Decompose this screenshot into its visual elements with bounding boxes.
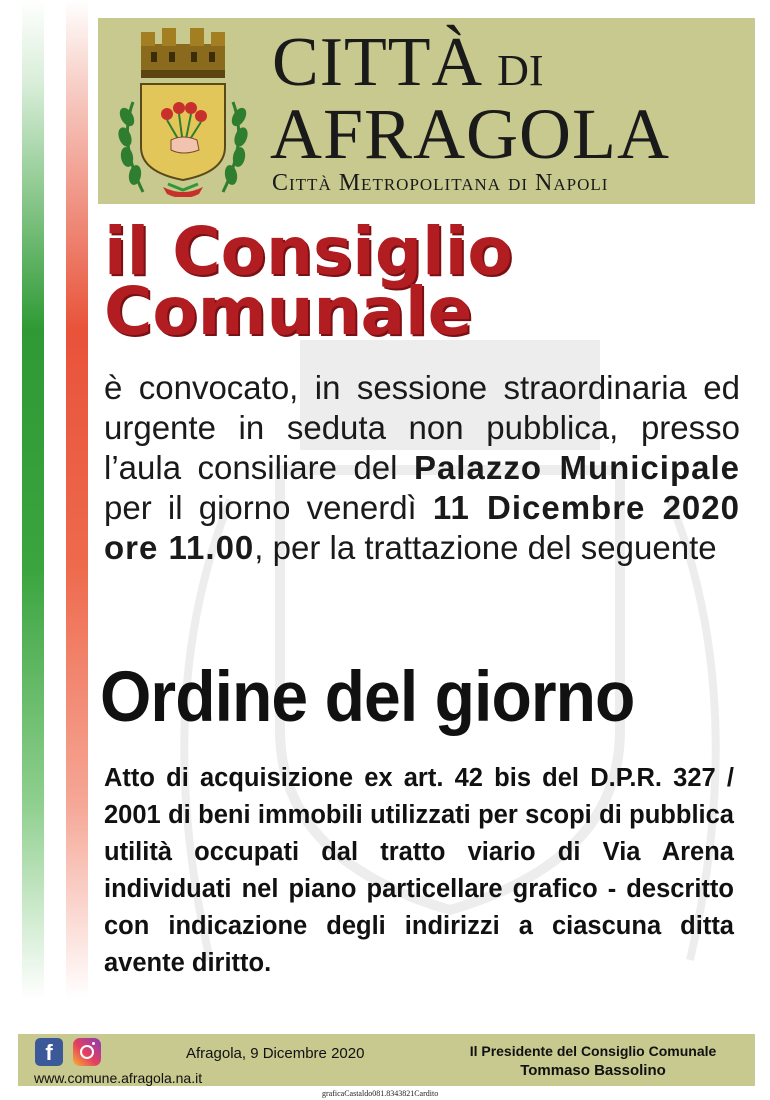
- meeting-date-time: 11 Dicembre 2020 ore 11.00: [104, 489, 740, 566]
- facebook-icon[interactable]: f: [35, 1038, 63, 1066]
- notice-date: Afragola, 9 Dicembre 2020: [186, 1045, 365, 1062]
- city-title: [272, 24, 544, 101]
- convocation-text: [104, 368, 740, 568]
- green-stripe: [22, 0, 44, 1030]
- city-title-di: DI: [497, 46, 544, 95]
- agenda-item: Atto di acquisizione ex art. 42 bis del D.P.R. 327 / 2001 di beni immobili utilizzati per scopi di pubblica utilità occupati dal tratto viario di Via Arena individuati nel piano particellare grafico - descritto con indicazione degli indirizzi a ciascuna ditta avente diritto.: [104, 764, 734, 977]
- president-title: Il Presidente del Consiglio Comunale: [469, 1043, 717, 1059]
- website-link[interactable]: www.comune.afragola.na.it: [34, 1070, 203, 1086]
- city-name: AFRAGOLA: [270, 94, 671, 174]
- president-name: Tommaso Bassolino: [520, 1062, 666, 1079]
- city-title-prefix: CITTÀ: [272, 24, 484, 101]
- intro-text-2: per il giorno venerdì: [104, 489, 433, 526]
- coat-of-arms-icon: [113, 22, 253, 197]
- council-title: il Consiglio Comunale: [104, 213, 513, 350]
- intro-text-1: è convocato, in sessione straordinaria ed urgente in seduta non pubblica, presso l’aula consiliare del: [104, 369, 740, 486]
- agenda-heading: Ordine del giorno: [100, 658, 635, 737]
- city-subtitle: Città Metropolitana di Napoli: [272, 170, 609, 196]
- red-stripe: [66, 0, 88, 1030]
- intro-text-3: , per la trattazione del seguente: [254, 529, 717, 566]
- meeting-place: Palazzo Municipale: [413, 449, 740, 486]
- design-credit: graficaCastaldo081.8343821Cardito: [322, 1089, 439, 1098]
- instagram-icon[interactable]: [73, 1038, 101, 1066]
